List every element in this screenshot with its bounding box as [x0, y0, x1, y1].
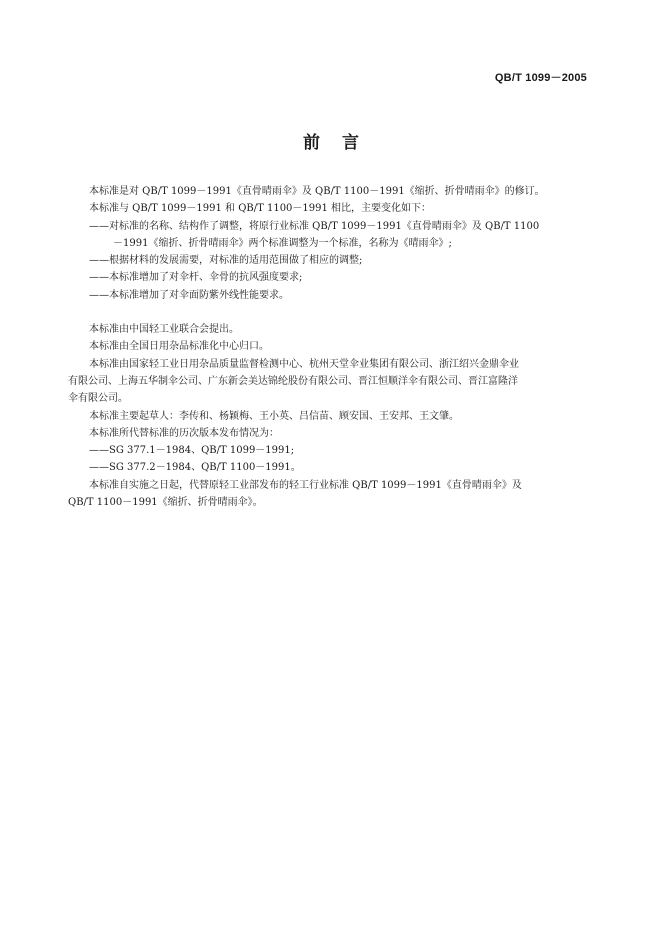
standard-code: QB/T 1099－2005 [494, 72, 587, 84]
drafting-info-section [68, 321, 588, 511]
paragraph-line: 本标准主要起草人：李传和、杨颖梅、王小英、吕信苗、顾安国、王安邦、王文肇。 [89, 410, 459, 422]
paragraph-line: 伞有限公司。 [68, 393, 128, 405]
paragraph-line: 本标准由中国轻工业联合会提出。 [89, 324, 239, 336]
paragraph-line: 本标准是对 QB/T 1099－1991《直骨晴雨伞》及 QB/T 1100－1991《缩折、折骨晴雨伞》的修订。 [89, 186, 545, 197]
paragraph-line: 本标准所代替标准的历次版本发布情况为： [89, 427, 279, 439]
section-gap [68, 304, 588, 321]
paragraph-line: ——本标准增加了对伞面防紫外线性能要求。 [89, 289, 289, 301]
paragraph-line: 本标准自实施之日起，代替原轻工业部发布的轻工行业标准 QB/T 1099－1991《直骨晴雨伞》及 [89, 479, 522, 491]
paragraph-line: ——SG 377.1－1984、QB/T 1099－1991; [89, 445, 295, 457]
paragraph-line: 本标准由全国日用杂品标准化中心归口。 [89, 341, 269, 353]
paragraph-line: －1991《缩折、折骨晴雨伞》两个标准调整为一个标准，名称为《晴雨伞》; [113, 237, 452, 249]
page-title: 前言 [303, 133, 381, 153]
paragraph-line: 本标准与 QB/T 1099－1991 和 QB/T 1100－1991 相比，主要变化如下： [89, 203, 432, 215]
change-summary-section [68, 183, 588, 304]
paragraph-line: QB/T 1100－1991《缩折、折骨晴雨伞》。 [68, 497, 263, 509]
paragraph-line: ——根据材料的发展需要，对标准的适用范围做了相应的调整; [89, 255, 363, 267]
paragraph-line: ——SG 377.2－1984、QB/T 1100－1991。 [89, 462, 301, 474]
paragraph-line: ——本标准增加了对伞杆、伞骨的抗风强度要求; [89, 272, 303, 284]
paragraph-line: 有限公司、上海五华制伞公司、广东新会美达锦纶股份有限公司、晋江恒顺洋伞有限公司、晋江富隆洋 [68, 375, 518, 387]
document-body [68, 183, 588, 511]
paragraph-line: 本标准由国家轻工业日用杂品质量监督检测中心、杭州天堂伞业集团有限公司、浙江绍兴金鼎伞业 [89, 358, 519, 370]
paragraph-line: ——对标准的名称、结构作了调整，将原行业标准 QB/T 1099－1991《直骨晴雨伞》及 QB/T 1100 [89, 220, 540, 232]
